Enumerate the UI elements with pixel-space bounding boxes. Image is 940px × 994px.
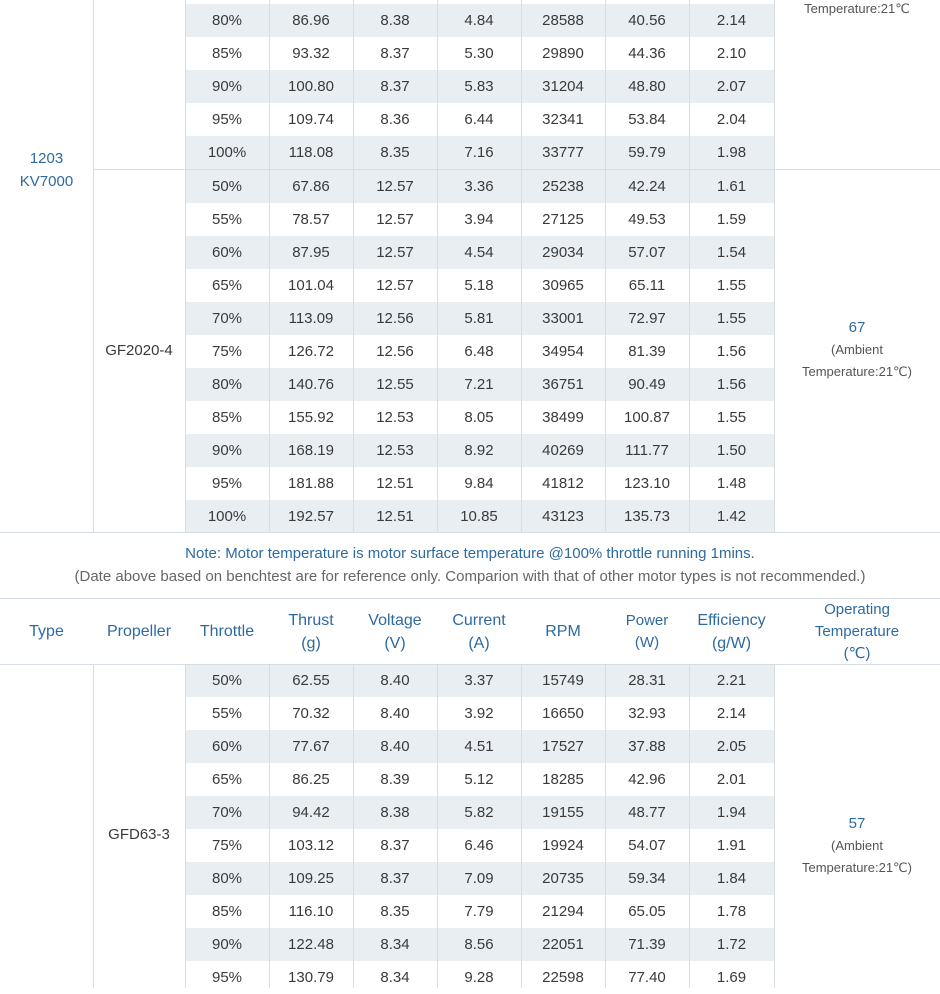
cell-power: 72.97 (628, 310, 666, 327)
cell-rpm: 30965 (542, 277, 584, 294)
cell-throttle: 100% (207, 508, 247, 525)
header-optemp-line1: Operating (824, 600, 890, 618)
cell-throttle: 75% (211, 837, 243, 854)
cell-power: 81.39 (628, 343, 666, 360)
cell-thrust: 103.12 (288, 837, 334, 854)
cell-power: 59.79 (628, 144, 666, 161)
cell-efficiency: 1.56 (716, 376, 747, 393)
header-rpm: RPM (545, 623, 581, 640)
cell-current: 6.46 (464, 837, 494, 854)
cell-throttle: 55% (211, 211, 243, 228)
grid-vline (521, 0, 522, 532)
cell-current: 8.05 (464, 409, 494, 426)
temp-value: 67 (848, 319, 866, 336)
cell-throttle: 85% (211, 409, 243, 426)
grid-vline (774, 664, 775, 988)
grid-vline (269, 0, 270, 532)
cell-power: 49.53 (628, 211, 666, 228)
cell-voltage: 12.57 (376, 244, 414, 261)
cell-rpm: 28588 (542, 12, 584, 29)
cell-power: 65.05 (628, 903, 666, 920)
cell-efficiency: 1.94 (716, 804, 747, 821)
cell-voltage: 8.34 (380, 969, 410, 986)
cell-power: 48.77 (628, 804, 666, 821)
motor-type-label (0, 147, 93, 193)
cell-thrust: 140.76 (288, 376, 334, 393)
cell-rpm: 27125 (542, 211, 584, 228)
cell-throttle: 65% (211, 771, 243, 788)
cell-power: 44.36 (628, 45, 666, 62)
cell-thrust: 86.96 (292, 12, 330, 29)
cell-power: 65.11 (628, 277, 666, 294)
cell-efficiency: 1.50 (716, 442, 747, 459)
cell-voltage: 8.40 (380, 738, 410, 755)
cell-thrust: 155.92 (288, 409, 334, 426)
cell-throttle: 70% (211, 310, 243, 327)
grid-vline (269, 664, 270, 988)
cell-thrust: 109.74 (288, 111, 334, 128)
grid-vline (353, 0, 354, 532)
cell-current: 5.12 (464, 771, 494, 788)
cell-current: 5.82 (464, 804, 494, 821)
cell-current: 5.18 (464, 277, 494, 294)
cell-efficiency: 2.21 (716, 672, 747, 689)
cell-voltage: 12.57 (376, 277, 414, 294)
cell-power: 28.31 (628, 672, 666, 689)
grid-vline (185, 664, 186, 988)
cell-thrust: 87.95 (292, 244, 330, 261)
cell-throttle: 60% (211, 244, 243, 261)
cell-thrust: 126.72 (288, 343, 334, 360)
cell-thrust: 181.88 (288, 475, 334, 492)
cell-voltage: 8.38 (380, 12, 410, 29)
cell-current: 3.94 (464, 211, 494, 228)
header-thrust (269, 599, 353, 664)
cell-efficiency: 1.61 (716, 178, 747, 195)
cell-efficiency: 1.55 (716, 277, 747, 294)
cell-voltage: 8.37 (380, 78, 410, 95)
cell-current: 4.51 (464, 738, 494, 755)
cell-power: 135.73 (624, 508, 670, 525)
cell-power: 48.80 (628, 78, 666, 95)
header-thrust-unit: (g) (301, 634, 321, 652)
cell-rpm: 33777 (542, 144, 584, 161)
cell-current: 7.79 (464, 903, 494, 920)
cell-throttle: 95% (211, 969, 243, 986)
grid-vline (353, 664, 354, 988)
cell-power: 123.10 (624, 475, 670, 492)
header-voltage-unit: (V) (384, 634, 406, 652)
grid-vline (689, 0, 690, 532)
cell-thrust: 192.57 (288, 508, 334, 525)
cell-throttle: 90% (211, 936, 243, 953)
cell-thrust: 109.25 (288, 870, 334, 887)
grid-vline (521, 664, 522, 988)
cell-efficiency: 2.07 (716, 78, 747, 95)
cell-thrust: 168.19 (288, 442, 334, 459)
cell-thrust: 100.80 (288, 78, 334, 95)
cell-power: 37.88 (628, 738, 666, 755)
cell-current: 5.81 (464, 310, 494, 327)
temp-value: 57 (848, 815, 866, 832)
cell-throttle: 65% (211, 277, 243, 294)
cell-current: 3.37 (464, 672, 494, 689)
cell-efficiency: 1.84 (716, 870, 747, 887)
header-power-unit: (W) (634, 633, 660, 651)
cell-voltage: 12.56 (376, 310, 414, 327)
cell-current: 3.92 (464, 705, 494, 722)
cell-throttle: 85% (211, 903, 243, 920)
note-line-2: (Date above based on benchtest are for reference only. Comparion with that of other motor types is not recommended.) (74, 568, 866, 585)
cell-current: 5.83 (464, 78, 494, 95)
cell-rpm: 41812 (542, 475, 584, 492)
header-type: Type (29, 623, 64, 640)
temp-note-ambient: (Ambient (830, 342, 884, 357)
cell-current: 8.92 (464, 442, 494, 459)
grid-vline (605, 0, 606, 532)
cell-throttle: 85% (211, 45, 243, 62)
cell-voltage: 12.51 (376, 508, 414, 525)
cell-rpm: 21294 (542, 903, 584, 920)
grid-hline (0, 532, 940, 533)
cell-throttle: 75% (211, 343, 243, 360)
header-power (605, 599, 689, 664)
cell-thrust: 130.79 (288, 969, 334, 986)
cell-voltage: 12.57 (376, 211, 414, 228)
cell-current: 3.36 (464, 178, 494, 195)
cell-voltage: 8.35 (380, 903, 410, 920)
temp-tail-text: Temperature:21℃ (804, 1, 910, 16)
cell-power: 100.87 (624, 409, 670, 426)
cell-current: 8.56 (464, 936, 494, 953)
cell-thrust: 86.25 (292, 771, 330, 788)
header-efficiency-label: Efficiency (697, 611, 766, 629)
cell-current: 6.44 (464, 111, 494, 128)
cell-rpm: 19924 (542, 837, 584, 854)
grid-vline (93, 664, 94, 988)
cell-voltage: 8.39 (380, 771, 410, 788)
cell-power: 53.84 (628, 111, 666, 128)
cell-power: 42.24 (628, 178, 666, 195)
cell-rpm: 25238 (542, 178, 584, 195)
cell-throttle: 95% (211, 111, 243, 128)
cell-current: 7.21 (464, 376, 494, 393)
cell-rpm: 22598 (542, 969, 584, 986)
cell-rpm: 18285 (542, 771, 584, 788)
cell-voltage: 12.55 (376, 376, 414, 393)
header-current (437, 599, 521, 664)
motor-type-text: 1203 KV7000 (19, 150, 74, 190)
cell-efficiency: 1.78 (716, 903, 747, 920)
temp-note-temperature: Temperature:21℃) (802, 364, 912, 379)
cell-rpm: 43123 (542, 508, 584, 525)
cell-efficiency: 1.56 (716, 343, 747, 360)
cell-thrust: 113.09 (288, 310, 334, 327)
header-efficiency (689, 599, 774, 664)
temp-tail (774, 0, 940, 18)
cell-current: 7.09 (464, 870, 494, 887)
cell-current: 9.28 (464, 969, 494, 986)
cell-efficiency: 1.59 (716, 211, 747, 228)
cell-efficiency: 2.05 (716, 738, 747, 755)
cell-rpm: 22051 (542, 936, 584, 953)
cell-current: 9.84 (464, 475, 494, 492)
temp-note-temperature: Temperature:21℃) (802, 860, 912, 875)
cell-efficiency: 2.14 (716, 705, 747, 722)
cell-efficiency: 1.55 (716, 310, 747, 327)
cell-power: 42.96 (628, 771, 666, 788)
cell-thrust: 94.42 (292, 804, 330, 821)
cell-efficiency: 1.54 (716, 244, 747, 261)
temp-note-ambient: (Ambient (830, 838, 884, 853)
cell-rpm: 15749 (542, 672, 584, 689)
cell-thrust: 101.04 (288, 277, 334, 294)
cell-power: 32.93 (628, 705, 666, 722)
cell-rpm: 31204 (542, 78, 584, 95)
cell-throttle: 70% (211, 804, 243, 821)
cell-voltage: 8.35 (380, 144, 410, 161)
operating-temp-gfd63-3 (774, 813, 940, 879)
cell-voltage: 8.36 (380, 111, 410, 128)
grid-hline (0, 598, 940, 599)
cell-rpm: 40269 (542, 442, 584, 459)
cell-current: 10.85 (460, 508, 498, 525)
operating-temp-gf2020-4 (774, 317, 940, 383)
note-line-1: Note: Motor temperature is motor surface temperature @100% throttle running 1mins. (185, 545, 755, 562)
cell-throttle: 100% (207, 144, 247, 161)
cell-thrust: 116.10 (288, 903, 334, 920)
cell-thrust: 78.57 (292, 211, 330, 228)
header-propeller: Propeller (106, 623, 172, 640)
cell-voltage: 8.38 (380, 804, 410, 821)
cell-efficiency: 2.04 (716, 111, 747, 128)
cell-power: 59.34 (628, 870, 666, 887)
header-throttle: Throttle (199, 623, 255, 640)
header-thrust-label: Thrust (288, 611, 334, 629)
cell-efficiency: 1.55 (716, 409, 747, 426)
grid-vline (689, 664, 690, 988)
cell-rpm: 16650 (542, 705, 584, 722)
cell-power: 57.07 (628, 244, 666, 261)
cell-voltage: 12.51 (376, 475, 414, 492)
grid-vline (605, 664, 606, 988)
cell-voltage: 8.37 (380, 45, 410, 62)
cell-current: 6.48 (464, 343, 494, 360)
cell-efficiency: 2.14 (716, 12, 747, 29)
cell-current: 4.54 (464, 244, 494, 261)
cell-rpm: 29890 (542, 45, 584, 62)
cell-thrust: 77.67 (292, 738, 330, 755)
cell-power: 40.56 (628, 12, 666, 29)
cell-efficiency: 1.91 (716, 837, 747, 854)
cell-voltage: 12.57 (376, 178, 414, 195)
grid-vline (774, 0, 775, 532)
cell-power: 54.07 (628, 837, 666, 854)
cell-power: 111.77 (625, 442, 669, 459)
cell-power: 77.40 (628, 969, 666, 986)
cell-rpm: 38499 (542, 409, 584, 426)
header-optemp-unit: (℃) (843, 644, 871, 662)
cell-thrust: 93.32 (292, 45, 330, 62)
cell-rpm: 17527 (542, 738, 584, 755)
cell-rpm: 36751 (542, 376, 584, 393)
cell-thrust: 62.55 (292, 672, 330, 689)
header-power-label: Power (625, 611, 669, 629)
header-optemp-line2: Temperature (814, 622, 900, 640)
cell-voltage: 8.37 (380, 837, 410, 854)
header-voltage (353, 599, 437, 664)
cell-throttle: 60% (211, 738, 243, 755)
cell-throttle: 80% (211, 12, 243, 29)
header-current-unit: (A) (468, 634, 490, 652)
header-current-label: Current (452, 611, 506, 629)
cell-voltage: 12.53 (376, 442, 414, 459)
propeller-name-gf2020-4: GF2020-4 (105, 342, 173, 359)
cell-voltage: 8.37 (380, 870, 410, 887)
cell-throttle: 50% (211, 672, 243, 689)
grid-hline (0, 664, 940, 665)
cell-power: 90.49 (628, 376, 666, 393)
grid-vline (93, 0, 94, 532)
cell-rpm: 29034 (542, 244, 584, 261)
cell-efficiency: 2.01 (716, 771, 747, 788)
cell-voltage: 12.53 (376, 409, 414, 426)
cell-voltage: 8.40 (380, 705, 410, 722)
cell-voltage: 8.34 (380, 936, 410, 953)
cell-efficiency: 2.10 (716, 45, 747, 62)
cell-throttle: 55% (211, 705, 243, 722)
cell-rpm: 34954 (542, 343, 584, 360)
cell-throttle: 50% (211, 178, 243, 195)
cell-voltage: 8.40 (380, 672, 410, 689)
cell-current: 7.16 (464, 144, 494, 161)
cell-rpm: 33001 (542, 310, 584, 327)
cell-efficiency: 1.69 (716, 969, 747, 986)
cell-efficiency: 1.48 (716, 475, 747, 492)
cell-thrust: 70.32 (292, 705, 330, 722)
cell-thrust: 122.48 (288, 936, 334, 953)
cell-voltage: 12.56 (376, 343, 414, 360)
header-efficiency-unit: (g/W) (711, 634, 752, 652)
cell-throttle: 90% (211, 442, 243, 459)
grid-vline (185, 0, 186, 532)
propeller-name-gfd63-3: GFD63-3 (108, 826, 170, 843)
cell-rpm: 19155 (542, 804, 584, 821)
cell-throttle: 80% (211, 870, 243, 887)
cell-thrust: 118.08 (288, 144, 334, 161)
grid-vline (437, 664, 438, 988)
header-voltage-label: Voltage (368, 611, 422, 629)
cell-throttle: 80% (211, 376, 243, 393)
cell-efficiency: 1.42 (716, 508, 747, 525)
grid-hline (93, 169, 940, 170)
cell-current: 5.30 (464, 45, 494, 62)
cell-current: 4.84 (464, 12, 494, 29)
cell-rpm: 32341 (542, 111, 584, 128)
cell-rpm: 20735 (542, 870, 584, 887)
cell-power: 71.39 (628, 936, 666, 953)
cell-throttle: 95% (211, 475, 243, 492)
grid-vline (437, 0, 438, 532)
cell-thrust: 67.86 (292, 178, 330, 195)
cell-throttle: 90% (211, 78, 243, 95)
cell-efficiency: 1.72 (716, 936, 747, 953)
header-operating-temp (774, 599, 940, 664)
cell-efficiency: 1.98 (716, 144, 747, 161)
